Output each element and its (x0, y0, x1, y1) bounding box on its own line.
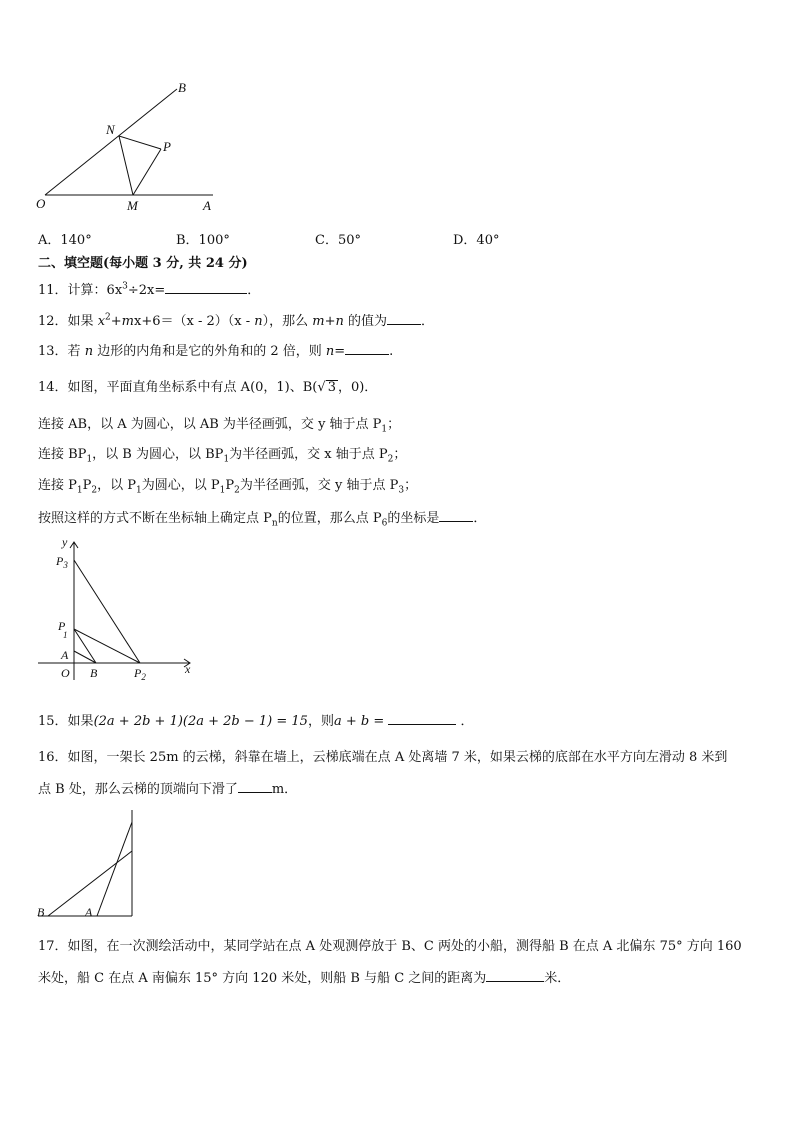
label-p3: $P_3$ (56, 554, 68, 570)
answer-blank-16 (238, 780, 272, 793)
label-a: A (203, 198, 211, 213)
q14-line-4: 连接 $P_1P_2$，以 $P_1$为圆心，以 $P_1P_2$为半径画弧，交 y 轴于点 $P_3$； (38, 478, 418, 496)
label-y: y (62, 535, 68, 549)
q14-line-5: 按照这样的方式不断在坐标轴上确定点 $P_n$的位置，那么点 $P_6$的坐标是 ． (38, 511, 487, 529)
label-o: O (61, 666, 70, 680)
question-15: 15．如果(2a + 2b + 1)(2a + 2b − 1) = 15，则a + b = ． (38, 714, 474, 729)
segment-bp1 (74, 629, 96, 663)
q17-line-2: 米处，船 C 在点 A 南偏东 15° 方向 120 米处，则船 B 与船 C 之间的距离为 米． (38, 971, 571, 986)
q16-line-2: 点 B 处，那么云梯的顶端向下滑了 m． (38, 782, 298, 797)
option-b: B．100° (176, 233, 230, 248)
question-14: 14．如图，平面直角坐标系中有点 A(0，1)、B(√ 3 ，0)． (38, 380, 378, 395)
segment-np (119, 136, 161, 149)
label-m: M (127, 198, 138, 213)
answer-blank-12 (387, 312, 421, 325)
label-x: x (185, 662, 191, 676)
answer-blank-14 (439, 509, 473, 522)
label-b: B (37, 905, 45, 919)
option-a: A．140° (38, 233, 92, 248)
question-11: 11．计算：$6x^3\div 2x=$ ． (38, 281, 261, 298)
question-12: 12．如果 $x^2+mx+6=(x - 2)(x - n)$，那么 m+n 的值为 ． (38, 312, 435, 329)
segment-nm (119, 136, 133, 195)
segment-p2p3 (74, 560, 140, 663)
answer-blank-15 (388, 712, 456, 725)
label-p1-sub: 1 (63, 630, 68, 640)
section-heading: 二、填空题(每小题 3 分, 共 24 分) (38, 256, 248, 271)
option-d: D．40° (453, 233, 500, 248)
answer-blank-13 (345, 342, 389, 355)
question-16: 16．如图，一架长 25m 的云梯，斜靠在墙上，云梯底端在点 A 处离墙 7 米，如果云梯的底部在水平方向左滑动 8 米到 (38, 750, 728, 765)
q14-line-2: 连接 AB，以 A 为圆心，以 AB 为半径画弧，交 y 轴于点 $P_1$； (38, 417, 401, 435)
q14-line-3: 连接 $BP_1$，以 B 为圆心，以 $BP_1$为半径画弧，交 x 轴于点 $P_2$； (38, 447, 407, 465)
label-a: A (85, 905, 93, 919)
ladder-original (97, 822, 132, 916)
question-17: 17．如图，在一次测绘活动中，某同学站在点 A 处观测停放于 B、C 两处的小船，测得船 B 在点 A 北偏东 75° 方向 160 (38, 939, 742, 954)
label-p1: P (58, 619, 66, 633)
label-b: B (90, 666, 98, 680)
answer-blank-17 (486, 969, 544, 982)
segment-pm (133, 149, 161, 195)
label-p: P (163, 139, 171, 154)
q14-figure (34, 532, 204, 682)
label-o: O (36, 196, 46, 211)
option-c: C．50° (315, 233, 361, 248)
label-a: A (61, 648, 69, 662)
answer-blank-11 (165, 281, 247, 294)
q16-figure (34, 806, 144, 921)
q10-figure (30, 78, 230, 218)
question-13: 13．若 n 边形的内角和是它的外角和的 2 倍，则 n= . (38, 344, 394, 359)
label-n: N (106, 122, 115, 137)
label-b: B (178, 80, 186, 95)
label-p2: $P_2$ (134, 666, 146, 682)
ray-ob (45, 89, 177, 195)
segment-p1p2 (74, 629, 140, 663)
